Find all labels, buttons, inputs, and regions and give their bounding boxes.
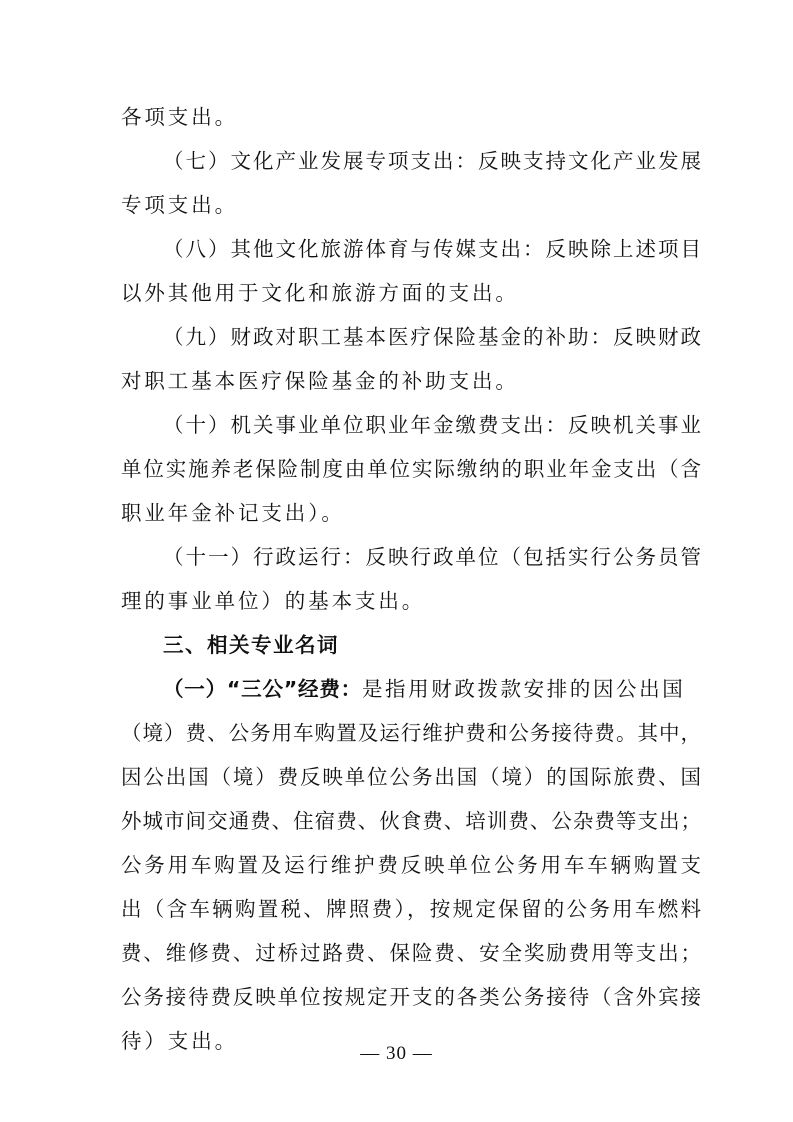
paragraph-10-line-2: 单位实施养老保险制度由单位实际缴纳的职业年金支出（含: [121, 457, 701, 481]
paragraph-9-line-2: 对职工基本医疗保险基金的补助支出。: [121, 369, 519, 393]
term-paragraph-line-8: 公务接待费反映单位按规定开支的各类公务接待（含外宾接: [121, 985, 701, 1009]
page-number: — 30 —: [360, 1043, 433, 1064]
term-paragraph-line-2: （境）费、公务用车购置及运行维护费和公务接待费。其中，: [121, 721, 701, 745]
paragraph-7-line-1: （七）文化产业发展专项支出：反映支持文化产业发展: [163, 149, 701, 173]
paragraph-11-line-2: 理的事业单位）的基本支出。: [121, 589, 426, 613]
term-title: （一）“三公”经费：: [163, 677, 362, 701]
text-line: 各项支出。: [121, 105, 238, 129]
term-paragraph-line-4: 外城市间交通费、住宿费、伙食费、培训费、公杂费等支出；: [121, 809, 701, 833]
term-paragraph-line-1: [163, 676, 685, 702]
paragraph-8-line-2: 以外其他用于文化和旅游方面的支出。: [121, 281, 519, 305]
paragraph-7-line-2: 专项支出。: [121, 193, 238, 217]
paragraph-10-line-1: （十）机关事业单位职业年金缴费支出：反映机关事业: [163, 413, 701, 437]
term-definition-start: 是指用财政拨款安排的因公出国: [361, 677, 686, 701]
paragraph-11-line-1: （十一）行政运行：反映行政单位（包括实行公务员管: [163, 545, 701, 569]
term-paragraph-line-7: 费、维修费、过桥过路费、保险费、安全奖励费用等支出；: [121, 941, 701, 965]
term-paragraph-line-6: 出（含车辆购置税、牌照费），按规定保留的公务用车燃料: [121, 897, 701, 921]
paragraph-9-line-1: （九）财政对职工基本医疗保险基金的补助：反映财政: [163, 325, 701, 349]
section-heading: 三、相关专业名词: [163, 633, 339, 657]
term-paragraph-line-3: 因公出国（境）费反映单位公务出国（境）的国际旅费、国: [121, 765, 701, 789]
paragraph-8-line-1: （八）其他文化旅游体育与传媒支出：反映除上述项目: [163, 237, 701, 261]
paragraph-10-line-3: 职业年金补记支出）。: [121, 501, 345, 525]
term-paragraph-line-5: 公务用车购置及运行维护费反映单位公务用车车辆购置支: [121, 853, 701, 877]
term-paragraph-line-9: 待）支出。: [121, 1029, 238, 1053]
